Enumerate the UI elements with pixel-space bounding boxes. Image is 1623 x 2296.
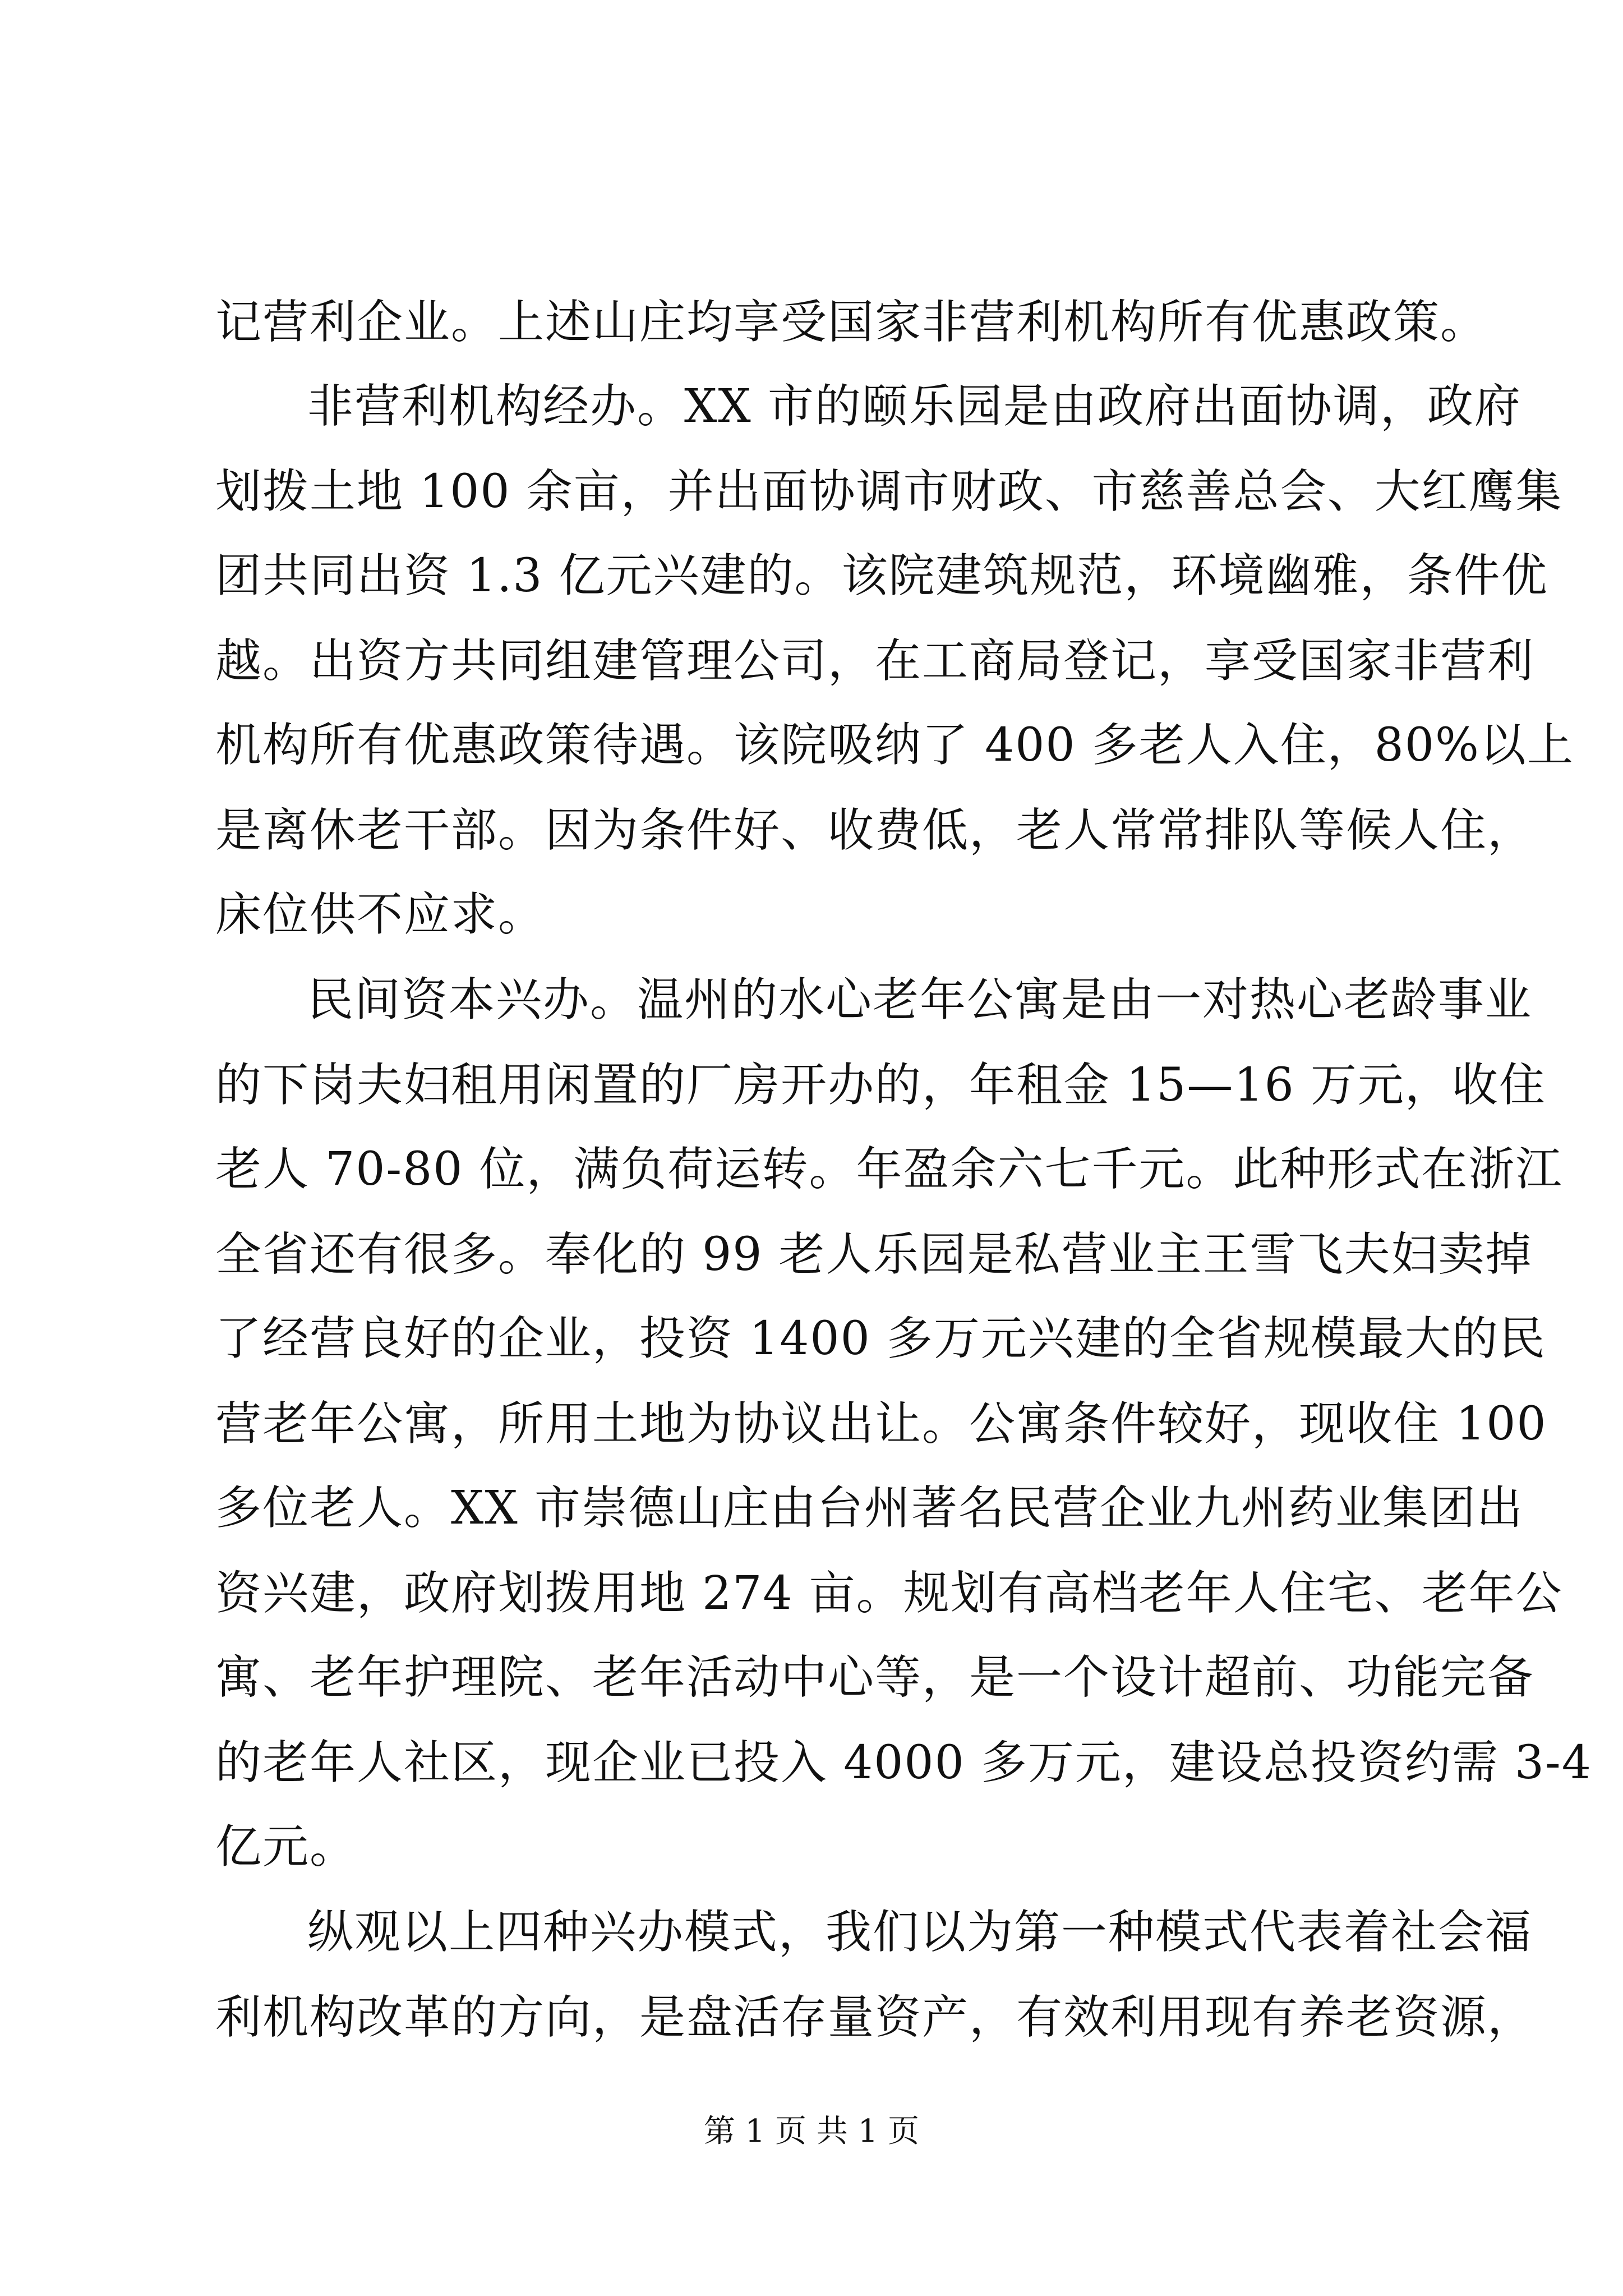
text-line: 纵观以上四种兴办模式，我们以为第一种模式代表着社会福 (307, 1906, 1533, 1959)
text-line: 的下岗夫妇租用闲置的厂房开办的，年租金 15—16 万元，收住 (215, 1059, 1546, 1112)
text-line: 老人 70-80 位，满负荷运转。年盈余六七千元。此种形式在浙江 (215, 1143, 1563, 1196)
text-line: 团共同出资 1.3 亿元兴建的。该院建筑规范，环境幽雅，条件优 (215, 549, 1548, 602)
text-line: 了经营良好的企业，投资 1400 多万元兴建的全省规模最大的民 (215, 1312, 1546, 1365)
text-line: 营老年公寓，所用土地为协议出让。公寓条件较好，现收住 100 (215, 1397, 1547, 1451)
text-line: 越。出资方共同组建管理公司，在工商局登记，享受国家非营利 (215, 634, 1535, 688)
text-line: 亿元。 (215, 1820, 357, 1874)
text-line: 民间资本兴办。温州的水心老年公寓是由一对热心老龄事业 (307, 973, 1533, 1027)
text-line: 资兴建，政府划拨用地 274 亩。规划有高档老年人住宅、老年公 (215, 1567, 1563, 1620)
text-line: 全省还有很多。奉化的 99 老人乐园是私营业主王雪飞夫妇卖掉 (215, 1228, 1533, 1281)
text-line: 利机构改革的方向，是盘活存量资产，有效利用现有养老资源， (215, 1991, 1535, 2044)
text-line: 划拨土地 100 余亩，并出面协调市财政、市慈善总会、大红鹰集 (215, 465, 1563, 518)
text-line: 非营利机构经办。XX 市的颐乐园是由政府出面协调，政府 (307, 380, 1521, 433)
page-footer: 第 1 页 共 1 页 (703, 2113, 920, 2150)
text-line: 床位供不应求。 (215, 888, 546, 941)
text-line: 是离休老干部。因为条件好、收费低，老人常常排队等候人住， (215, 804, 1535, 857)
text-line: 机构所有优惠政策待遇。该院吸纳了 400 多老人入住，80%以上 (215, 719, 1574, 772)
text-line: 寓、老年护理院、老年活动中心等，是一个设计超前、功能完备 (215, 1651, 1535, 1704)
text-line: 多位老人。XX 市崇德山庄由台州著名民营企业九州药业集团出 (215, 1481, 1524, 1535)
text-line: 的老年人社区，现企业已投入 4000 多万元，建设总投资约需 3-4 (215, 1736, 1592, 1789)
text-line: 记营利企业。上述山庄均享受国家非营利机构所有优惠政策。 (215, 296, 1488, 349)
